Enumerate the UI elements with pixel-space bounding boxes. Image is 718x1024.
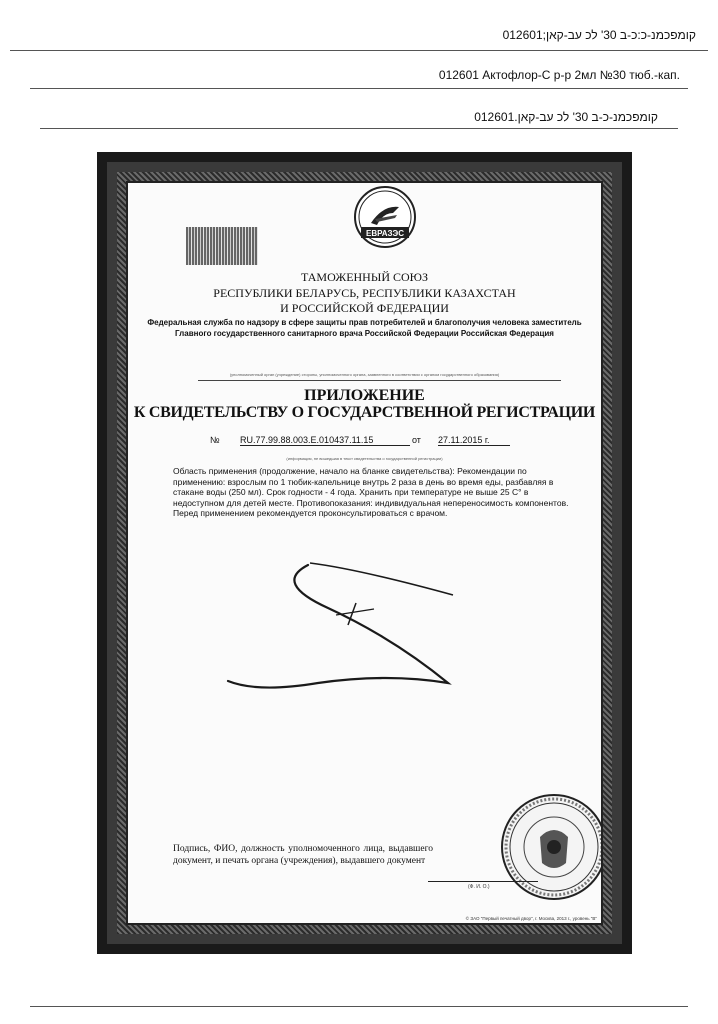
republics-line-1: РЕСПУБЛИКИ БЕЛАРУСЬ, РЕСПУБЛИКИ КАЗАХСТАН <box>213 286 516 300</box>
footer-divider <box>30 1006 688 1007</box>
issuing-authority: Федеральная служба по надзору в сфере защиты прав потребителей и благополучия человека заместитель Главного государственного санитарного врача Российской Федерации Российская Федерация <box>147 318 582 338</box>
fax-header-line-3: 012601.קומפכמנ-כ-ב 30' לכ עב-קאן <box>474 110 658 124</box>
header-divider <box>10 50 708 51</box>
fio-caption: (Ф. И. О.) <box>468 884 490 890</box>
document-barcode <box>186 227 258 265</box>
union-title: ТАМОЖЕННЫЙ СОЮЗ <box>301 270 428 284</box>
number-sign: № <box>210 435 220 445</box>
emblem-label: ЕВРАЗЭС <box>365 229 405 238</box>
fax-header-line-2: 012601 Актофлор-С р-р 2мл №30 тюб.-кап. <box>438 68 680 82</box>
printer-imprint: © ЗАО "Первый печатный двор", г. Москва, 2013 г., уровень "В" <box>465 916 597 921</box>
from-label: от <box>412 435 421 445</box>
authority-underline <box>198 380 561 381</box>
republics-line-2: И РОССИЙСКОЙ ФЕДЕРАЦИИ <box>280 301 449 315</box>
fax-header-line-1: 012601;קומפכמנ-כ:כ-ב 30' לכ עב-קאן <box>502 28 696 42</box>
document-title: ПРИЛОЖЕНИЕ <box>304 387 425 404</box>
handwritten-signature <box>218 553 468 713</box>
registration-number: RU.77.99.88.003.E.010437.11.15 <box>240 435 410 446</box>
registration-date: 27.11.2015 г. <box>438 435 510 446</box>
certificate-frame <box>97 152 632 954</box>
evrazes-emblem-icon <box>353 185 417 249</box>
certificate-paper <box>126 181 603 925</box>
official-seal <box>500 793 603 901</box>
application-scope-text: Область применения (продолжение, начало на бланке свидетельства): Рекомендации по применению: взрослым по 1 тюбик-капельнице внутрь 2 раза в день во время еды, разбавляя в стакане воды (250 мл). Срок годности - 4 года. Хранить при температуре не выше 25 С° в недоступном для детей месте. Противопоказания: индивидуальная непереносимость компонентов. Перед применением рекомендуется проконсультироваться с врачом. <box>173 466 569 519</box>
fio-underline <box>428 881 538 882</box>
number-caption: (информация, не вошедшая в текст свидетельства о государственной регистрации) <box>286 456 443 461</box>
authority-caption: (уполномоченный орган (учреждение) стороны, уполномоченного органа, заявленного в соответствии с органом государственного образования) <box>229 372 500 377</box>
header-divider <box>30 88 688 89</box>
signature-caption: Подпись, ФИО, должность уполномоченного лица, выдавшего документ, и печать органа (учреждения), выдавшего документ <box>173 844 433 866</box>
header-divider <box>40 128 678 129</box>
document-subtitle: К СВИДЕТЕЛЬСТВУ О ГОСУДАРСТВЕННОЙ РЕГИСТРАЦИИ <box>133 404 596 421</box>
certificate-border-ornament <box>117 172 612 934</box>
